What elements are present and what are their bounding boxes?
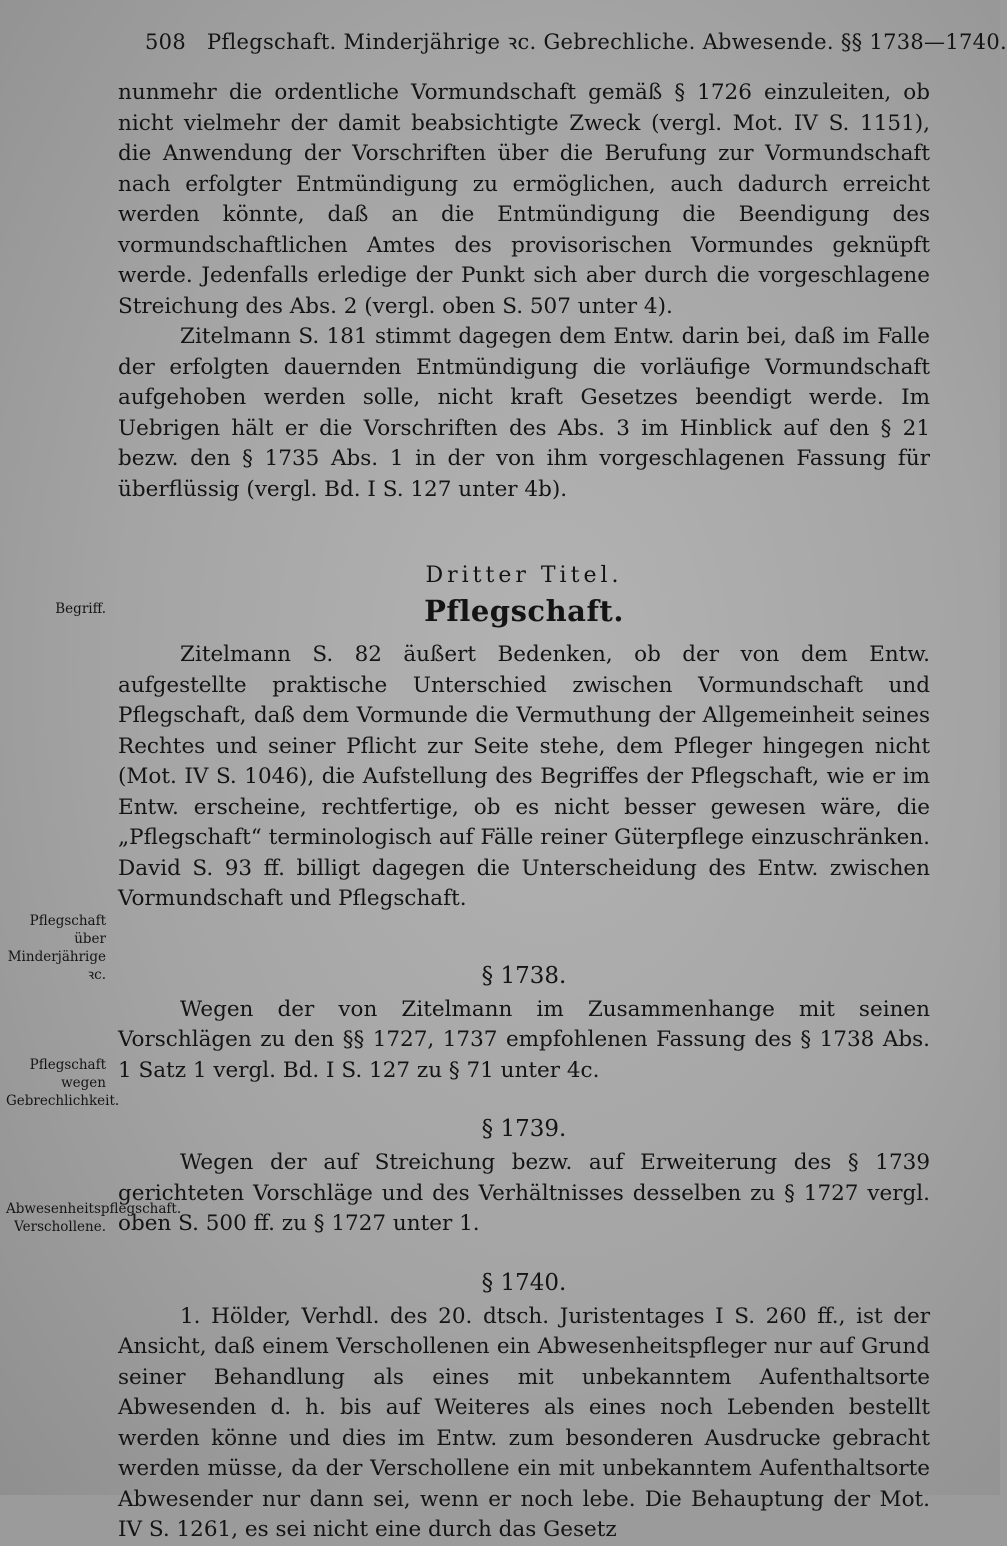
margin-note-begriff: Begriff. (55, 601, 106, 617)
paragraph-zitelmann-181: Zitelmann S. 181 stimmt dagegen dem Entw. darin bei, daß im Falle der erfolgten dauernden Entmündigung die vorläufige Vormundschaft aufgehoben werden solle, nicht kraft Gesetzes beendigt werde. Im Uebrigen hält er die Vorschriften des Abs. 3 im Hinblick auf den § 21 bezw. den § 1735 Abs. 1 in der von ihm vorgeschlagenen Fassung für überflüssig (vergl. Bd. I S. 127 unter 4b). (118, 324, 930, 502)
margin-note-minderjaehrige: Pflegschaft über Minderjährige ꝛc. (7, 913, 106, 983)
margin-note-abwesenheit: Abwesenheitspflegschaft. Verschollene. (6, 1201, 182, 1235)
title-main-heading: Pflegschaft. (424, 594, 624, 628)
main-text (118, 78, 930, 1546)
running-title: Pflegschaft. Minderjährige ꝛc. Gebrechliche. Abwesende. §§ 1738—1740. (206, 30, 1007, 54)
section-heading-1740: § 1740. (481, 1269, 567, 1296)
paragraph-1739: Wegen der auf Streichung bezw. auf Erweiterung des § 1739 gerichteten Vorschläge und des Verhältnisses desselben zu § 1727 vergl. oben S. 500 ff. zu § 1727 unter 1. (118, 1150, 930, 1236)
paragraph-1738: Wegen der von Zitelmann im Zusammenhange mit seinen Vorschlägen zu den §§ 1727, 1737 empfohlenen Fassung des § 1738 Abs. 1 Satz 1 vergl. Bd. I S. 127 zu § 71 unter 4c. (118, 996, 930, 1083)
paragraph-begriff: Zitelmann S. 82 äußert Bedenken, ob der von dem Entw. aufgestellte praktische Unterschied zwischen Vormundschaft und Pflegschaft, daß dem Vormunde die Vermuthung der Allgemeinheit seines Rechtes und seiner Pflicht zur Seite stehe, dem Pfleger hingegen nicht (Mot. IV S. 1046), die Aufstellung des Begriffes der Pflegschaft, wie er im Entw. erscheine, rechtfertige, ob es nicht besser gewesen wäre, die „Pflegschaft“ terminologisch auf Fälle reiner Güterpflege einzuschränken. David S. 93 ff. billigt dagegen die Unterscheidung des Entw. zwischen Vormundschaft und Pflegschaft. (118, 642, 930, 911)
section-heading-1738: § 1738. (481, 962, 567, 989)
title-part-heading: Dritter Titel. (425, 563, 623, 588)
running-header (145, 28, 1007, 56)
paragraph-1740: 1. Hölder, Verhdl. des 20. dtsch. Juristentages I S. 260 ff., ist der Ansicht, daß einem Verschollenen ein Abwesenheitspfleger nur auf Grund seiner Behandlung als eines mit unbekanntem Aufenthaltsorte Abwesenden d. h. bis auf Weiteres als eines noch Lebenden bestellt werden könne und dies im Entw. zum besonderen Ausdrucke gebracht werden müsse, da der Verschollene ein mit unbekanntem Aufenthaltsorte Abwesender nur dann sei, wenn er noch lebe. Die Behauptung der Mot. IV S. 1261, es sei nicht eine durch das Gesetz (118, 1303, 930, 1542)
paragraph-continuation: nunmehr die ordentliche Vormundschaft gemäß § 1726 einzuleiten, ob nicht vielmehr der damit beabsichtigte Zweck (vergl. Mot. IV S. 1151), die Anwendung der Vorschriften über die Berufung zur Vormundschaft nach erfolgter Entmündigung zu ermöglichen, auch dadurch erreicht werden könnte, daß an die Entmündigung die Beendigung des vormundschaftlichen Amtes des provisorischen Vormundes geknüpft werde. Jedenfalls erledige der Punkt sich aber durch die vorgeschlagene Streichung des Abs. 2 (vergl. oben S. 507 unter 4). (118, 80, 930, 319)
section-heading-1739: § 1739. (481, 1116, 567, 1142)
margin-note-gebrechlichkeit: Pflegschaft wegen Gebrechlichkeit. (6, 1057, 120, 1109)
page-number: 508 (145, 30, 186, 54)
